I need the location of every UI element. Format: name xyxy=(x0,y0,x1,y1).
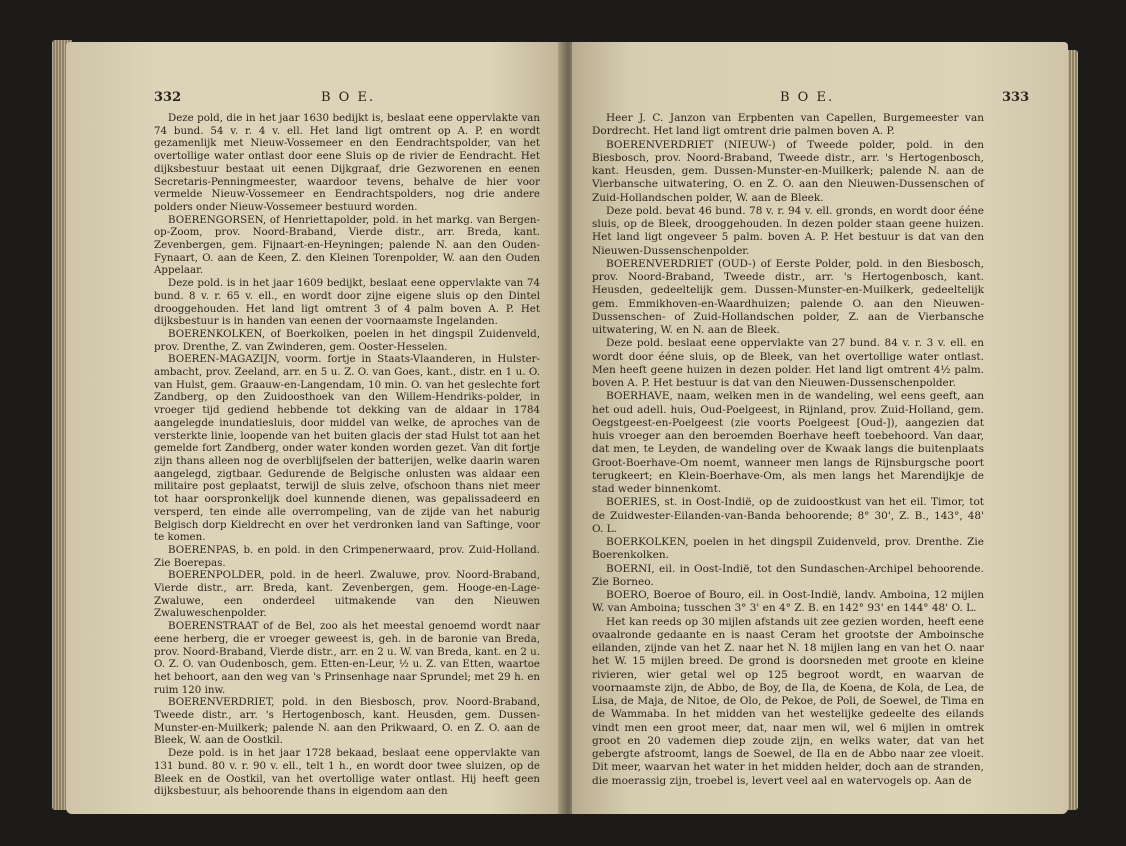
entry: BOERENGORSEN, of Henriettapolder, pold. in het markg. van Bergen-op-Zoom, prov. Noord-Braband, Vierde distr., arr. Breda, kant. Zevenbergen, gem. Fijnaart-en-Heyningen; palende N. aan den Ouden-Fynaart, O. aan de Keen, Z. den Kleinen Torenpolder, W. aan den Ouden Appelaar. xyxy=(154,213,540,277)
right-page xyxy=(572,42,1068,814)
paragraph: Het kan reeds op 30 mijlen afstands uit zee gezien worden, heeft eene ovaalronde gedaante en is naast Ceram het grootste der Amboinsche eilanden, zijnde van het Z. naar het N. 18 mijlen lang en van het O. naar het W. 15 mijlen breed. De grond is doorsneden met groote en kleine rivieren, wier getal wel op 125 begroot wordt, en waarvan de voornaamste zijn, de Abbo, de Boy, de Ila, de Koena, de Kola, de Lea, de Lisa, de Maja, de Nitoe, de Olo, de Pekoe, de Poli, de Soewel, de Tima en de Wammaba. In het midden van het westelijke gedeelte des eilands vindt men een groot meer, dat, naar men wil, wel 6 mijlen in omtrek groot en 20 vademen diep zoude zijn, en welks water, dat van het gebergte afstroomt, langs de Soewel, de Ila en de Abbo naar zee vloeit. Dit meer, waarvan het water in het midden helder, doch aan de stranden, die moerassig zijn, troebel is, levert veel aal en watervogels op. Aan de xyxy=(592,615,984,787)
left-page xyxy=(66,42,564,814)
right-text-column xyxy=(592,112,984,788)
entry: BOERENPAS, b. en pold. in den Crimpenerwaard, prov. Zuid-Holland. Zie Boerepas. xyxy=(154,543,540,569)
open-book xyxy=(58,20,1070,826)
paragraph: Deze pold. bevat 46 bund. 78 v. r. 94 v. ell. gronds, en wordt door ééne sluis, op de Bleek, drooggehouden. In dezen polder staan geene huizen. Het land ligt ongeveer 5 palm. boven A. P. Het bestuur is dat van den Nieuwen-Dussenschenpolder. xyxy=(592,204,984,257)
left-running-title: B O E. xyxy=(321,90,376,105)
entry: BOERENKOLKEN, of Boerkolken, poelen in het dingspil Zuidenveld, prov. Drenthe, Z. van Zwinderen, gem. Ooster-Hesselen. xyxy=(154,327,540,353)
entry: BOERENSTRAAT of de Bel, zoo als het meestal genoemd wordt naar eene herberg, die er vroeger geweest is, geh. in de baronie van Breda, prov. Noord-Braband, Vierde distr., arr. en 2 u. W. van Breda, kant. en 2 u. O. Z. O. van Oudenbosch, gem. Etten-en-Leur, ½ u. Z. van Etten, waartoe het behoort, aan den weg van 's Prinsenhage naar Sprundel; met 29 h. en ruim 120 inw. xyxy=(154,620,540,696)
entry: BOERENVERDRIET (NIEUW-) of Tweede polder, pold. in den Biesbosch, prov. Noord-Braband, Tweede distr., arr. 's Hertogenbosch, kant. Heusden, gem. Dussen-Munster-en-Muilkerk; palende N. aan de Vierbansche uitwatering, O. en Z. O. aan den Nieuwen-Dussenschen of Zuid-Hollandschen polder, W. aan de Bleek. xyxy=(592,138,984,204)
left-page-header xyxy=(66,90,564,108)
paragraph: Deze pold. is in het jaar 1728 bekaad, beslaat eene oppervlakte van 131 bund. 80 v. r. 90 v. ell., telt 1 h., en wordt door twee sluizen, op de Bleek en de Oostkil, van het overtollige water ontlast. Hij heeft geen dijksbestuur, als behoorende thans in eigendom aan den xyxy=(154,747,540,798)
entry: BOERKOLKEN, poelen in het dingspil Zuidenveld, prov. Drenthe. Zie Boerenkolken. xyxy=(592,536,984,562)
right-page-number: 333 xyxy=(1002,90,1030,105)
paragraph: Deze pold. beslaat eene oppervlakte van 27 bund. 84 v. r. 3 v. ell. en wordt door ééne sluis, op de Bleek, van het overtollige water ontlast. Men heeft geene huizen in dezen polder. Het land ligt omtrent 4½ palm. boven A. P. Het bestuur is dat van den Nieuwen-Dussenschenpolder. xyxy=(592,337,984,389)
entry: BOERENVERDRIET, pold. in den Biesbosch, prov. Noord-Braband, Tweede distr., arr. 's Hertogenbosch, kant. Heusden, gem. Dussen-Munster-en-Muilkerk; palende N. aan den Prikwaard, O. en Z. O. aan de Bleek, W. aan de Oostkil. xyxy=(154,696,540,747)
entry: BOERO, Boeroe of Bouro, eil. in Oost-Indië, landv. Amboina, 12 mijlen W. van Amboina; tusschen 3° 3' en 4° Z. B. en 142° 93' en 144° 48' O. L. xyxy=(592,589,984,615)
paragraph: Deze pold. is in het jaar 1609 bedijkt, beslaat eene oppervlakte van 74 bund. 8 v. r. 65 v. ell., en wordt door zijne eigene sluis op den Dintel drooggehouden. Het land ligt omtrent 3 of 4 palm boven A. P. Het dijksbestuur is in handen van eenen der voornaamste Ingelanden. xyxy=(154,277,540,328)
left-page-number: 332 xyxy=(154,90,182,105)
entry: BOERENPOLDER, pold. in de heerl. Zwaluwe, prov. Noord-Braband, Vierde distr., arr. Breda, kant. Zevenbergen, gem. Hooge-en-Lage-Zwaluwe, een onderdeel uitmakende van den Nieuwen Zwaluweschenpolder. xyxy=(154,569,540,620)
entry: BOEREN-MAGAZIJN, voorm. fortje in Staats-Vlaanderen, in Hulster-ambacht, prov. Zeeland, arr. en 5 u. Z. O. van Goes, kant., distr. en 1 u. O. van Hulst, gem. Graauw-en-Langendam, 10 min. O. van het geslechte fort Zandberg, op den Zuidoosthoek van den Willem-Hendriks-polder, in vroeger tijd gediend hebbende tot dekking van de aldaar in 1784 aangelegde inundatiesluis, door middel van welke, de aproches van de versterkte linie, loopende van het buiten glacis der stad Hulst tot aan het gemelde fort Zandberg, onder water konden worden gezet. Van dit fortje zijn thans alleen nog de overblijfselen der batterijen, welke daarin waren aangelegd, zigtbaar. Gedurende de Belgische onlusten was aldaar een militaire post geplaatst, terwijl de sluis zelve, ofschoon thans niet meer tot haar oorspronkelijk doel kunnende dienen, was gepalissadeerd en versperd, ten einde alle overrompeling, van de zijde van het naburig Belgisch dorp Kieldrecht en over het verdronken land van Saftinge, voor te komen. xyxy=(154,353,540,544)
paragraph: Deze pold, die in het jaar 1630 bedijkt is, beslaat eene oppervlakte van 74 bund. 54 v. r. 4 v. ell. Het land ligt omtrent op A. P. en wordt gezamenlijk met Nieuw-Vossemeer en den Eendrachtspolder, van het overtollige water ontlast door eene Sluis op de rivier de Eendracht. Het dijksbestuur bestaat uit eenen Dijkgraaf, drie Gezworenen en eenen Secretaris-Penningmeester, waardoor tevens, behalve de hier voor vermelde Nieuw-Vossemeer en Eendrachtspolders, nog drie andere polders onder Nieuw-Vossemeer bestuurd worden. xyxy=(154,112,540,213)
paragraph: Heer J. C. Janzon van Erpbenten van Capellen, Burgemeester van Dordrecht. Het land ligt omtrent drie palmen boven A. P. xyxy=(592,112,984,138)
entry: BOERENVERDRIET (OUD-) of Eerste Polder, pold. in den Biesbosch, prov. Noord-Braband, Tweede distr., arr. 's Hertogenbosch, kant. Heusden, gedeeltelijk gem. Dussen-Munster-en-Muilkerk, gedeeltelijk gem. Emmikhoven-en-Waardhuizen; palende O. aan den Nieuwen-Dussenschen- of Zuid-Hollandschen polder, Z. aan de Vierbansche uitwatering, W. en N. aan de Bleek. xyxy=(592,257,984,336)
right-running-title: B O E. xyxy=(780,90,835,105)
entry: BOERIES, st. in Oost-Indië, op de zuidoostkust van het eil. Timor, tot de Zuidwester-Eilanden-van-Banda behoorende; 8° 30', Z. B., 143°, 48' O. L. xyxy=(592,496,984,535)
entry: BOERNI, eil. in Oost-Indië, tot den Sundaschen-Archipel behoorende. Zie Borneo. xyxy=(592,562,984,588)
entry: BOERHAVE, naam, welken men in de wandeling, wel eens geeft, aan het oud adell. huis, Oud-Poelgeest, in Rijnland, prov. Zuid-Holland, gem. Oegstgeest-en-Poelgeest (zie voorts Poelgeest [Oud-]), aangezien dat huis vroeger aan den beroemden Boerhave heeft toebehoord. Van daar, dat men, te Leyden, de wandeling over de Kwaak langs die buitenplaats Groot-Boerhave-Om noemt, wanneer men langs de Rijnsburgsche poort terugkeert; en Klein-Boerhave-Om, als men langs het Marendijkje de stad weder binnenkomt. xyxy=(592,390,984,495)
right-page-header xyxy=(572,90,1068,108)
left-text-column xyxy=(154,112,540,798)
